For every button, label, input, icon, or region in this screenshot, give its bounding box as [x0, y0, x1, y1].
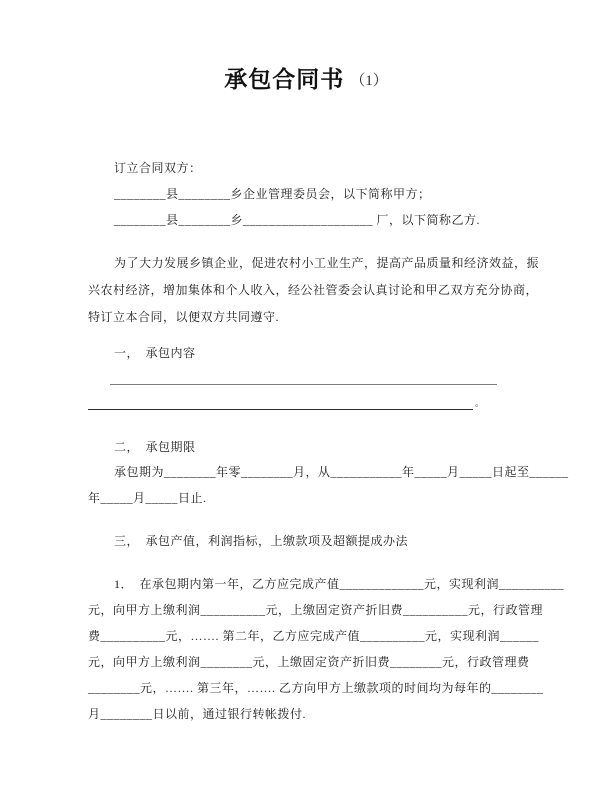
page-title-number: （1）	[350, 73, 388, 89]
section-two	[88, 434, 536, 460]
section-three-heading: 三， 承包产值，利润指标，上缴款项及超额提成办法	[114, 534, 409, 548]
section-three-clause-one	[88, 571, 565, 727]
preamble-line-2: 兴农村经济，增加集体和个人收入，经公社管委会认真讨论和甲乙双方充分协商，	[88, 283, 539, 297]
blank-line-end-mark: 。	[475, 398, 485, 408]
intro-paragraph	[88, 155, 536, 233]
section-two-line-1: 承包期为________年零________月，从___________年_____月_____日起至______	[114, 465, 569, 479]
intro-line-3: ________县________乡____________________ 厂，以下简称乙方.	[114, 213, 481, 227]
preamble-paragraph	[88, 250, 540, 331]
intro-line-1: 订立合同双方：	[114, 161, 202, 175]
page-title-text: 承包合同书	[224, 66, 345, 92]
intro-line-2: ________县________乡企业管理委员会，以下简称甲方；	[114, 187, 431, 201]
section-three	[88, 528, 536, 554]
page-title	[0, 64, 612, 98]
clause-one-line-2: 元，向甲方上缴利润__________元，上缴固定资产折旧费__________元，行政管理	[88, 603, 544, 617]
fill-in-blank-rule-2	[88, 409, 473, 410]
section-two-line-2: 年_____月_____日止.	[88, 491, 207, 505]
preamble-line-3: 特订立本合同，以便双方共同遵守.	[88, 310, 280, 324]
clause-one-line-6: 月________日以前，通过银行转帐拨付.	[88, 707, 307, 721]
section-one	[88, 340, 536, 366]
section-two-heading: 二， 承包期限	[114, 440, 196, 454]
clause-one-line-1: 1． 在承包期内第一年，乙方应完成产值_____________元，实现利润__________	[114, 577, 565, 591]
preamble-line-1: 为了大力发展乡镇企业，促进农村小工业生产，提高产品质量和经济效益，振	[114, 256, 540, 270]
clause-one-line-5: ________元，……. 第三年，……. 乙方向甲方上缴款项的时间均为每年的________	[88, 681, 544, 695]
section-one-heading: 一， 承包内容	[114, 346, 196, 360]
section-two-paragraph	[88, 459, 569, 511]
fill-in-blank-rule-1	[110, 384, 497, 385]
clause-one-line-4: 元，向甲方上缴利润________元，上缴固定资产折旧费________元，行政管理费	[88, 655, 530, 669]
clause-one-line-3: 费__________元，……. 第二年，乙方应完成产值__________元，实现利润______	[88, 629, 540, 643]
